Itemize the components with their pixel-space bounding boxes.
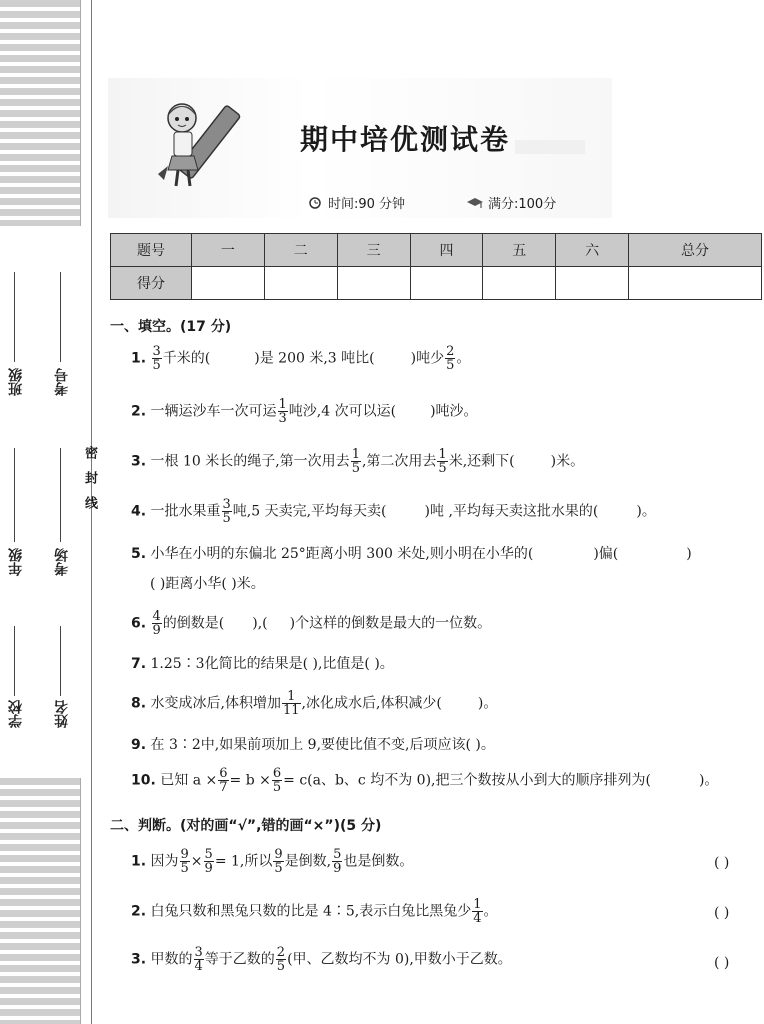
fraction (272, 767, 282, 794)
denominator: 5 (272, 780, 282, 795)
question-text: )。 (636, 503, 656, 520)
section-2-title: 二、判断。(对的画“√”,错的画“×”)(5 分) (110, 818, 382, 834)
question-text: = c(a、b、c 均不为 0),把三个数按从小到大的顺序排列为( (283, 772, 651, 789)
class-line (14, 272, 15, 362)
fraction (218, 767, 228, 794)
score-table-header: 一 (192, 234, 265, 267)
girl-with-pencil-illustration (148, 94, 248, 194)
question-text: ,第二次用去 (361, 453, 437, 470)
question-text: 吨,5 天卖完,平均每天卖( (232, 503, 387, 520)
numerator: 9 (180, 847, 189, 862)
question-text: 1.25∶3化简比的结果是( ),比值是( )。 (150, 656, 394, 672)
numerator: 6 (272, 766, 282, 781)
fraction (332, 848, 342, 875)
name-line (60, 626, 61, 696)
question-text: 的倒数是( (162, 615, 225, 632)
score-table-header: 五 (483, 234, 556, 267)
denominator: 4 (194, 959, 203, 974)
fraction (222, 498, 232, 525)
fraction (273, 848, 283, 875)
denominator: 7 (219, 780, 228, 795)
question-1-5-line-2: ( )距离小华( )米。 (150, 576, 265, 592)
question-text: 小华在小明的东偏北 25°距离小明 300 米处,则小明在小华的( (150, 546, 534, 562)
question-text: 千米的( (162, 350, 211, 367)
question-number: 2. (131, 403, 147, 420)
score-row-label: 得分 (111, 267, 192, 300)
numerator: 1 (287, 689, 296, 704)
exam-number-label: 考号 (54, 368, 70, 396)
score-table-header: 总分 (629, 234, 762, 267)
question-number: 7. (131, 656, 147, 672)
question-text: 。 (456, 350, 471, 367)
question-1-5 (131, 543, 692, 563)
question-2-2 (131, 898, 498, 925)
score-info (466, 193, 556, 212)
school-label: 学校 (8, 700, 24, 728)
question-1-1 (131, 345, 470, 372)
denominator: 5 (438, 461, 447, 476)
numerator: 5 (204, 847, 213, 862)
numerator: 1 (438, 447, 447, 462)
question-text: 。 (483, 903, 498, 920)
class-label: 班级 (8, 368, 24, 396)
question-number: 4. (131, 503, 147, 520)
question-number: 9. (131, 737, 147, 753)
question-1-9 (131, 734, 495, 754)
clock-icon (306, 197, 324, 209)
question-text: = 1,所以 (214, 853, 273, 870)
question-text: 一辆运沙车一次可运 (150, 403, 277, 420)
question-text: )个这样的倒数是最大的一位数。 (289, 615, 492, 632)
question-text: 水变成冰后,体积增加 (150, 695, 281, 712)
score-table-header: 六 (556, 234, 629, 267)
question-1-7 (131, 653, 394, 673)
question-1-2 (131, 398, 478, 425)
question-text: 在 3∶2中,如果前项加上 9,要使比值不变,后项应该( )。 (150, 737, 495, 753)
question-text: ,冰化成水后,体积减少( (301, 695, 442, 712)
question-text: )是 200 米,3 吨比( (254, 350, 375, 367)
seal-line-text: 密封线 (82, 446, 97, 521)
fraction (282, 690, 301, 717)
numerator: 2 (276, 945, 286, 960)
fraction (472, 898, 482, 925)
question-number: 3. (131, 453, 147, 470)
time-text: 时间:90 分钟 (328, 197, 406, 212)
numerator: 6 (219, 766, 228, 781)
question-text: 一根 10 米长的绳子,第一次用去 (150, 453, 350, 470)
grade-line (14, 448, 15, 542)
binding-margin (0, 0, 97, 1024)
question-text: 米,还剩下( (448, 453, 515, 470)
question-text: 已知 a × (160, 772, 218, 789)
score-cell[interactable] (556, 267, 629, 300)
question-text: 甲数的 (150, 951, 193, 968)
fraction (194, 946, 204, 973)
question-text: 等于乙数的 (204, 951, 275, 968)
denominator: 5 (152, 358, 161, 373)
question-text: )。 (698, 772, 719, 789)
question-text: × (190, 853, 203, 870)
score-table-header: 二 (264, 234, 337, 267)
fraction (351, 448, 361, 475)
question-number: 2. (131, 903, 147, 920)
numerator: 1 (473, 897, 482, 912)
fraction (204, 848, 214, 875)
score-cell[interactable] (629, 267, 762, 300)
denominator: 9 (204, 861, 213, 876)
question-text: 因为 (150, 853, 179, 870)
full-score-text: 满分:100分 (488, 197, 557, 212)
score-table-header-row (111, 234, 762, 267)
question-number: 10. (131, 772, 156, 789)
score-table-header: 题号 (111, 234, 192, 267)
question-number: 1. (131, 853, 147, 870)
fraction (445, 345, 455, 372)
exam-number-line (60, 272, 61, 362)
title-decoration (515, 140, 585, 154)
numerator: 5 (333, 847, 342, 862)
numerator: 1 (351, 447, 360, 462)
question-text: 一批水果重 (150, 503, 221, 520)
question-number: 8. (131, 695, 147, 712)
numerator: 4 (152, 609, 161, 624)
time-info (306, 193, 405, 212)
numerator: 3 (194, 945, 203, 960)
question-text: )吨 ,平均每天卖这批水果的( (424, 503, 599, 520)
denominator: 5 (351, 461, 360, 476)
score-cell[interactable] (410, 267, 483, 300)
name-label: 姓名 (54, 700, 70, 728)
decorative-stripes-top (0, 0, 81, 226)
question-text: )。 (477, 695, 498, 712)
denominator: 5 (446, 358, 455, 373)
exam-room-label: 考场 (54, 548, 70, 576)
fraction (437, 448, 447, 475)
question-text: )吨少 (410, 350, 445, 367)
question-1-6 (131, 610, 491, 637)
exam-room-line (60, 448, 61, 542)
decorative-stripes-bottom (0, 778, 81, 1024)
score-table-header: 三 (337, 234, 410, 267)
question-text: )偏( (593, 546, 619, 562)
question-text: ) (686, 546, 692, 562)
question-text: ),( (252, 615, 268, 632)
question-text: 也是倒数。 (343, 853, 414, 870)
numerator: 9 (274, 847, 283, 862)
question-2-1 (131, 848, 413, 875)
score-cell[interactable] (483, 267, 556, 300)
denominator: 5 (276, 959, 286, 974)
question-2-3 (131, 946, 512, 973)
question-text: (甲、乙数均不为 0),甲数小于乙数。 (287, 951, 512, 968)
score-table-header: 四 (410, 234, 483, 267)
question-text: 吨沙,4 次可以运( (288, 403, 397, 420)
fraction (152, 345, 162, 372)
question-1-8 (131, 690, 497, 717)
page-title: 期中培优测试卷 (300, 123, 511, 156)
denominator: 9 (152, 623, 161, 638)
question-text: 白兔只数和黑兔只数的比是 4∶5,表示白兔比黑兔少 (150, 903, 472, 920)
question-text: )米。 (550, 453, 585, 470)
fraction (278, 398, 288, 425)
numerator: 1 (278, 397, 287, 412)
denominator: 5 (180, 861, 189, 876)
score-table-row (111, 267, 762, 300)
denominator: 9 (333, 861, 342, 876)
fraction (276, 946, 286, 973)
denominator: 11 (282, 703, 300, 718)
numerator: 3 (152, 344, 161, 359)
denominator: 5 (222, 511, 231, 526)
score-cell[interactable] (192, 267, 265, 300)
section-1-title: 一、填空。(17 分) (110, 319, 232, 335)
denominator: 3 (278, 411, 287, 426)
numerator: 3 (222, 497, 231, 512)
school-line (14, 626, 15, 696)
score-cell[interactable] (337, 267, 410, 300)
judgment-bracket[interactable]: ( ) (714, 905, 730, 921)
denominator: 4 (473, 911, 482, 926)
grade-label: 年级 (8, 548, 24, 576)
question-text: 是倒数, (284, 853, 332, 870)
question-text: = b × (229, 772, 271, 789)
question-1-3 (131, 448, 584, 475)
judgment-bracket[interactable]: ( ) (714, 955, 730, 971)
numerator: 2 (446, 344, 455, 359)
question-1-4 (131, 498, 656, 525)
question-number: 3. (131, 951, 147, 968)
question-1-10 (131, 767, 718, 794)
fraction (180, 848, 190, 875)
score-cell[interactable] (264, 267, 337, 300)
question-text: )吨沙。 (430, 403, 478, 420)
question-number: 5. (131, 546, 147, 562)
judgment-bracket[interactable]: ( ) (714, 855, 730, 871)
question-number: 6. (131, 615, 147, 632)
fraction (152, 610, 162, 637)
score-table (110, 233, 762, 300)
graduation-cap-icon (466, 197, 484, 209)
question-number: 1. (131, 350, 147, 367)
denominator: 5 (274, 861, 283, 876)
